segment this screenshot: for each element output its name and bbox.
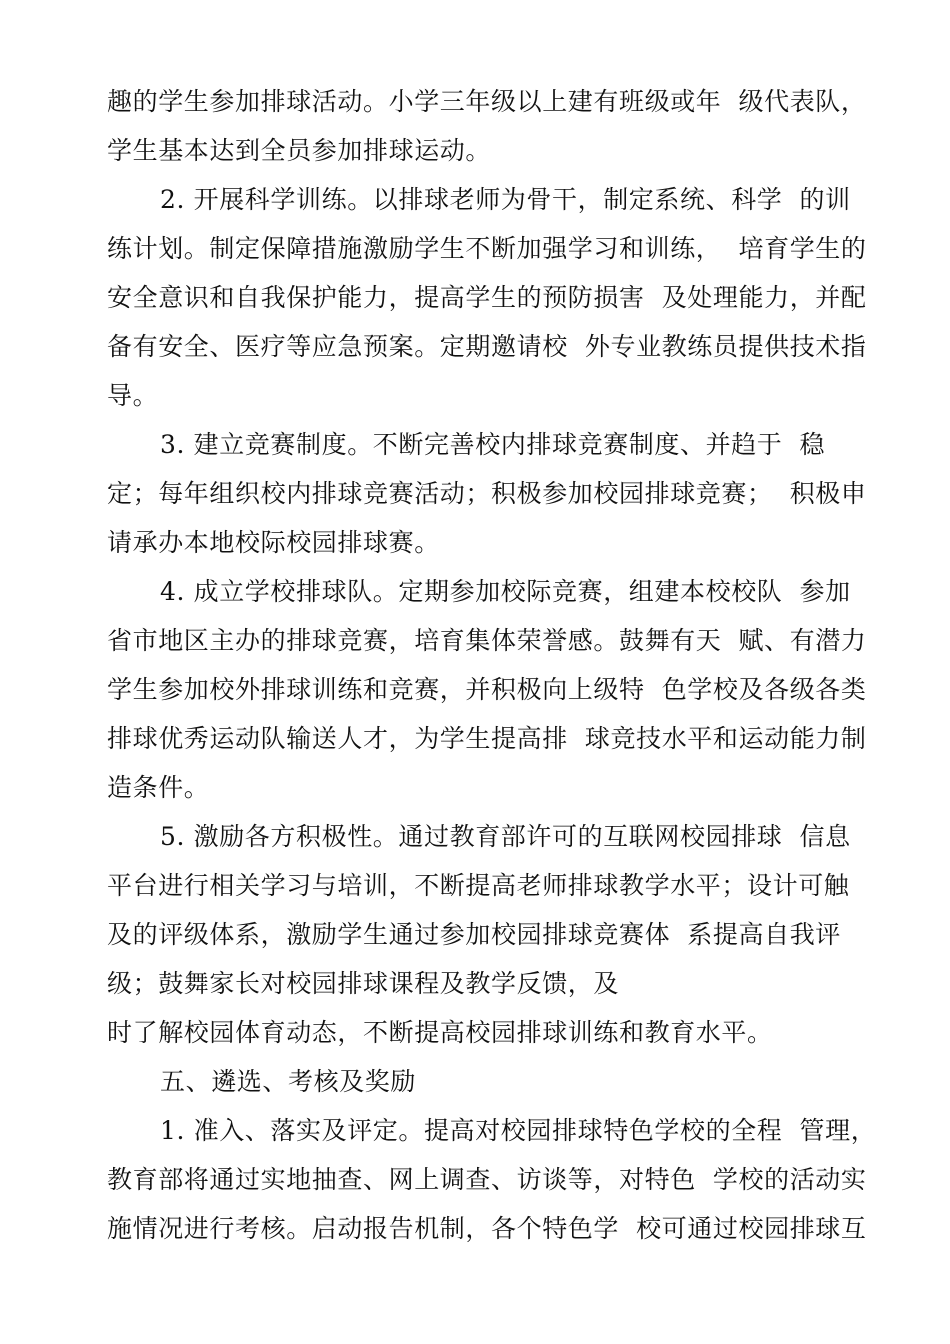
text-line: 时了解校园体育动态，不断提高校园排球训练和教育水平。 [107,1018,773,1047]
text-line: 请承办本地校际校园排球赛。 [107,528,440,557]
text-line: 备有安全、医疗等应急预案。定期邀请校 外专业教练员提供技术指 [107,332,867,361]
list-item-4-heading: 4. 成立学校排球队。定期参加校际竞赛，组建本校校队 参加 [160,577,851,606]
text-line: 排球优秀运动队输送人才，为学生提高排 球竞技水平和运动能力制 [107,724,867,753]
list-item-2-heading: 2. 开展科学训练。以排球老师为骨干，制定系统、科学 的训 [160,185,851,214]
list-item-5-heading: 5. 激励各方积极性。通过教育部许可的互联网校园排球 信息 [160,822,851,851]
text-line: 教育部将通过实地抽查、网上调查、访谈等，对特色 学校的活动实 [107,1165,867,1194]
text-line: 导。 [107,381,159,410]
text-line: 练计划。制定保障措施激励学生不断加强学习和训练， 培育学生的 [107,234,867,263]
text-line: 定；每年组织校内排球竞赛活动；积极参加校园排球竞赛； 积极申 [107,479,867,508]
list-item-1-heading: 1. 准入、落实及评定。提高对校园排球特色学校的全程 管理， [160,1116,877,1145]
text-line: 省市地区主办的排球竞赛，培育集体荣誉感。鼓舞有天 赋、有潜力 [107,626,867,655]
text-line: 级；鼓舞家长对校园排球课程及教学反馈，及 [107,969,620,998]
text-line: 造条件。 [107,773,210,802]
text-line: 学生基本达到全员参加排球运动。 [107,136,492,165]
text-line: 施情况进行考核。启动报告机制，各个特色学 校可通过校园排球互 [107,1214,867,1243]
text-line: 趣的学生参加排球活动。小学三年级以上建有班级或年 级代表队， [107,87,867,116]
text-line: 安全意识和自我保护能力，提高学生的预防损害 及处理能力，并配 [107,283,867,312]
text-line: 学生参加校外排球训练和竞赛，并积极向上级特 色学校及各级各类 [107,675,867,704]
section-heading: 五、遴选、考核及奖励 [160,1067,417,1096]
text-line: 平台进行相关学习与培训，不断提高老师排球教学水平；设计可触 [107,871,850,900]
text-line: 及的评级体系，激励学生通过参加校园排球竞赛体 系提高自我评 [107,920,841,949]
list-item-3-heading: 3. 建立竞赛制度。不断完善校内排球竞赛制度、并趋于 稳 [160,430,826,459]
